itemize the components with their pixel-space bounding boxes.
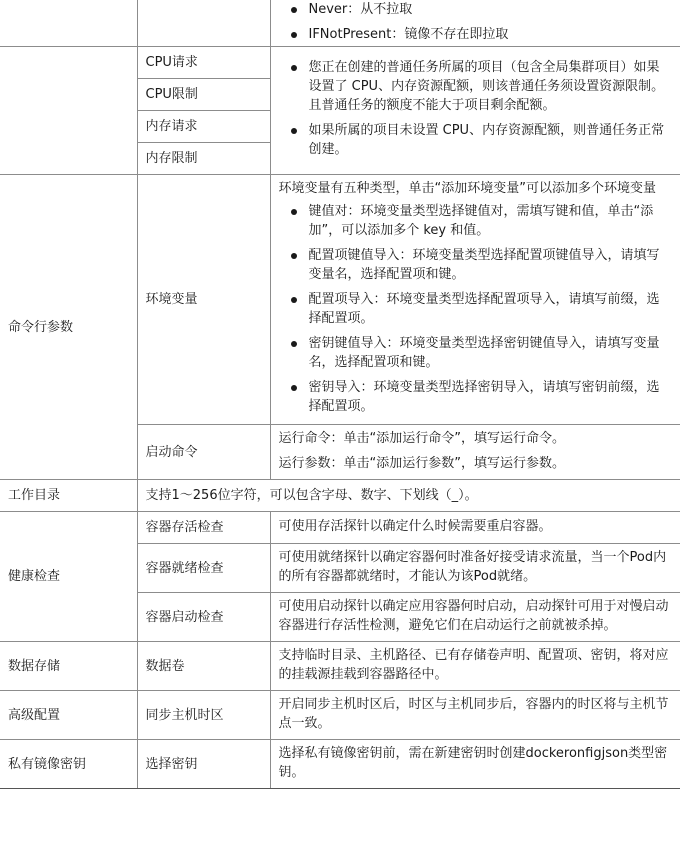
readiness-desc: 可使用就绪探针以确定容器何时准备好接受请求流量，当一个Pod内的所有容器都就绪时，才能认为该Pod就绪。 (270, 544, 680, 593)
cell-empty-label (137, 0, 270, 47)
row-registry-secret (0, 740, 680, 789)
run-command-text: 运行命令：单击“添加运行命令”，填写运行命令。 (278, 431, 565, 446)
cpu-request-label: CPU请求 (137, 47, 270, 79)
env-vars-intro: 环境变量有五种类型，单击“添加环境变量”可以添加多个环境变量 (278, 181, 656, 196)
storage-label: 数据卷 (137, 642, 270, 691)
list-item: 配置项键值导入：环境变量类型选择配置项键值导入，请填写变量名，选择配置项和键。 (279, 246, 673, 284)
readiness-label: 容器就绪检查 (137, 544, 270, 593)
registry-secret-desc: 选择私有镜像密钥前，需在新建密钥时创建dockeronfigjson类型密钥。 (270, 740, 680, 789)
list-item: Never：从不拉取 (279, 0, 673, 19)
memory-limit-label: 内存限制 (137, 143, 270, 175)
health-category: 健康检查 (0, 512, 137, 642)
advanced-category: 高级配置 (0, 691, 137, 740)
resource-notes-list (279, 58, 673, 159)
row-advanced (0, 691, 680, 740)
registry-secret-category: 私有镜像密钥 (0, 740, 137, 789)
storage-category: 数据存储 (0, 642, 137, 691)
memory-request-label: 内存请求 (137, 111, 270, 143)
pull-policy-list (279, 0, 673, 44)
cpu-limit-label: CPU限制 (137, 79, 270, 111)
command-args-category: 命令行参数 (0, 175, 137, 480)
env-types-list (279, 202, 673, 416)
storage-desc: 支持临时目录、主机路径、已有存储卷声明、配置项、密钥，将对应的挂载源挂载到容器路径中。 (270, 642, 680, 691)
list-item: 密钥导入：环境变量类型选择密钥导入，请填写密钥前缀，选择配置项。 (279, 378, 673, 416)
workdir-category: 工作目录 (0, 480, 137, 512)
list-item: 您正在创建的普通任务所属的项目（包含全局集群项目）如果设置了 CPU、内存资源配额，则该普通任务须设置资源限制。且普通任务的额度不能大于项目剩余配额。 (279, 58, 673, 115)
list-item: 键值对：环境变量类型选择键值对，需填写键和值，单击“添加”，可以添加多个 key 和值。 (279, 202, 673, 240)
list-item: IFNotPresent：镜像不存在即拉取 (279, 25, 673, 44)
cell-empty-category (0, 47, 137, 175)
startup-probe-desc: 可使用启动探针以确定应用容器何时启动，启动探针可用于对慢启动容器进行存活性检测，避免它们在启动运行之前就被杀掉。 (270, 593, 680, 642)
env-vars-label: 环境变量 (137, 175, 270, 425)
cell-startup-desc (270, 425, 680, 480)
cell-env-vars-desc (270, 175, 680, 425)
list-item: 密钥键值导入：环境变量类型选择密钥键值导入，请填写变量名，选择配置项和键。 (279, 334, 673, 372)
run-args-text: 运行参数：单击“添加运行参数”，填写运行参数。 (278, 456, 565, 471)
startup-probe-label: 容器启动检查 (137, 593, 270, 642)
startup-command-label: 启动命令 (137, 425, 270, 480)
row-storage (0, 642, 680, 691)
timezone-desc: 开启同步主机时区后，时区与主机同步后，容器内的时区将与主机节点一致。 (270, 691, 680, 740)
row-env-vars (0, 175, 680, 425)
row-liveness (0, 512, 680, 544)
liveness-desc: 可使用存活探针以确定什么时候需要重启容器。 (270, 512, 680, 544)
row-cpu-request (0, 47, 680, 79)
list-item: 如果所属的项目未设置 CPU、内存资源配额，则普通任务正常创建。 (279, 121, 673, 159)
cell-pull-policy-desc (270, 0, 680, 47)
select-secret-label: 选择密钥 (137, 740, 270, 789)
list-item: 配置项导入：环境变量类型选择配置项导入，请填写前缀，选择配置项。 (279, 290, 673, 328)
row-image-pull-policy (0, 0, 680, 47)
liveness-label: 容器存活检查 (137, 512, 270, 544)
workdir-desc: 支持1～256位字符，可以包含字母、数字、下划线（_）。 (137, 480, 680, 512)
cell-empty-category (0, 0, 137, 47)
timezone-label: 同步主机时区 (137, 691, 270, 740)
row-workdir (0, 480, 680, 512)
cell-resource-notes (270, 47, 680, 175)
